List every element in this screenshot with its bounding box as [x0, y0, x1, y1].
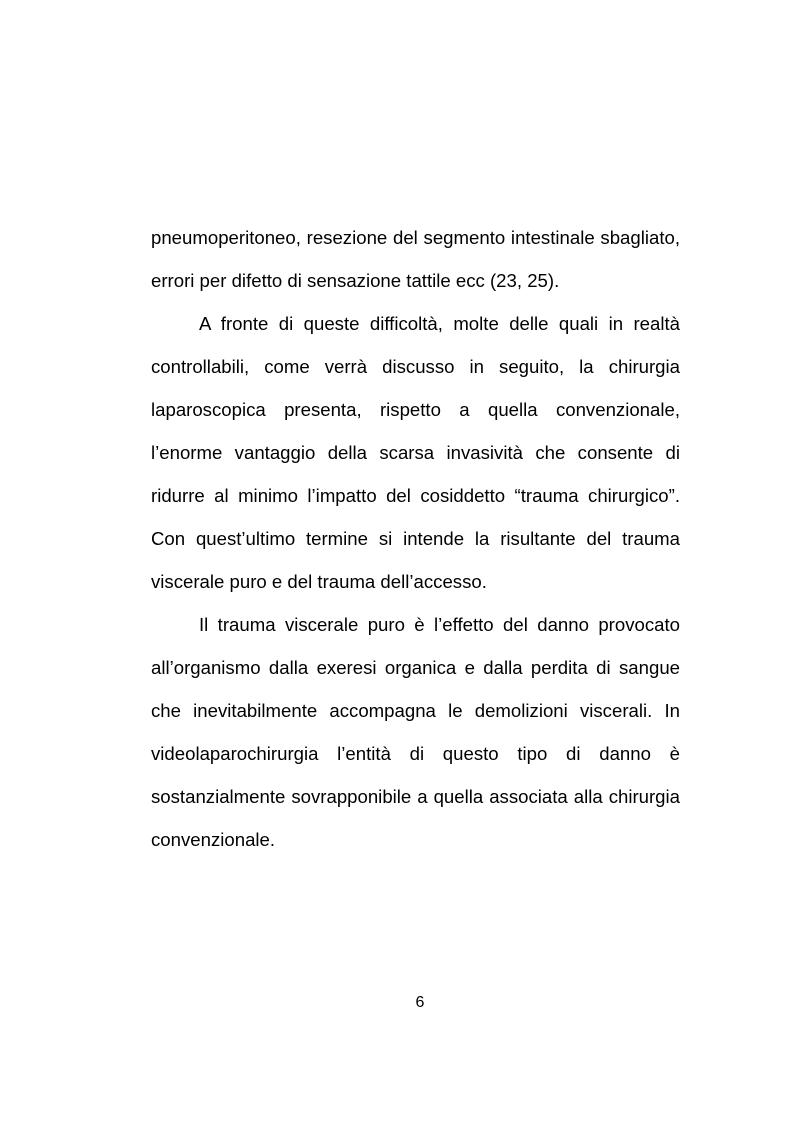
text-line: Con quest’ultimo termine si intende la risultante del trauma	[151, 528, 680, 549]
text-line: laparoscopica presenta, rispetto a quella convenzionale,	[151, 399, 680, 420]
text-line: sostanzialmente sovrapponibile a quella associata alla chirurgia	[151, 786, 680, 807]
text-line: viscerale puro e del trauma dell’accesso.	[151, 571, 487, 592]
text-line: che inevitabilmente accompagna le demolizioni viscerali. In	[151, 700, 680, 721]
text-line: errori per difetto di sensazione tattile ecc (23, 25).	[151, 270, 560, 291]
text-line: pneumoperitoneo, resezione del segmento intestinale sbagliato,	[151, 227, 680, 248]
text-line: controllabili, come verrà discusso in seguito, la chirurgia	[151, 356, 680, 377]
text-line: videolaparochirurgia l’entità di questo tipo di danno è	[151, 743, 680, 764]
page-number: 6	[415, 994, 425, 1011]
paragraph-first-line: Il trauma viscerale puro è l’effetto del danno provocato	[199, 614, 680, 635]
paragraph-first-line: A fronte di queste difficoltà, molte delle quali in realtà	[199, 313, 680, 334]
body-text	[151, 220, 680, 865]
text-line: l’enorme vantaggio della scarsa invasività che consente di	[151, 442, 680, 463]
text-line: ridurre al minimo l’impatto del cosiddetto “trauma chirurgico”.	[151, 485, 680, 506]
text-line: all’organismo dalla exeresi organica e dalla perdita di sangue	[151, 657, 680, 678]
text-line: convenzionale.	[151, 829, 276, 850]
